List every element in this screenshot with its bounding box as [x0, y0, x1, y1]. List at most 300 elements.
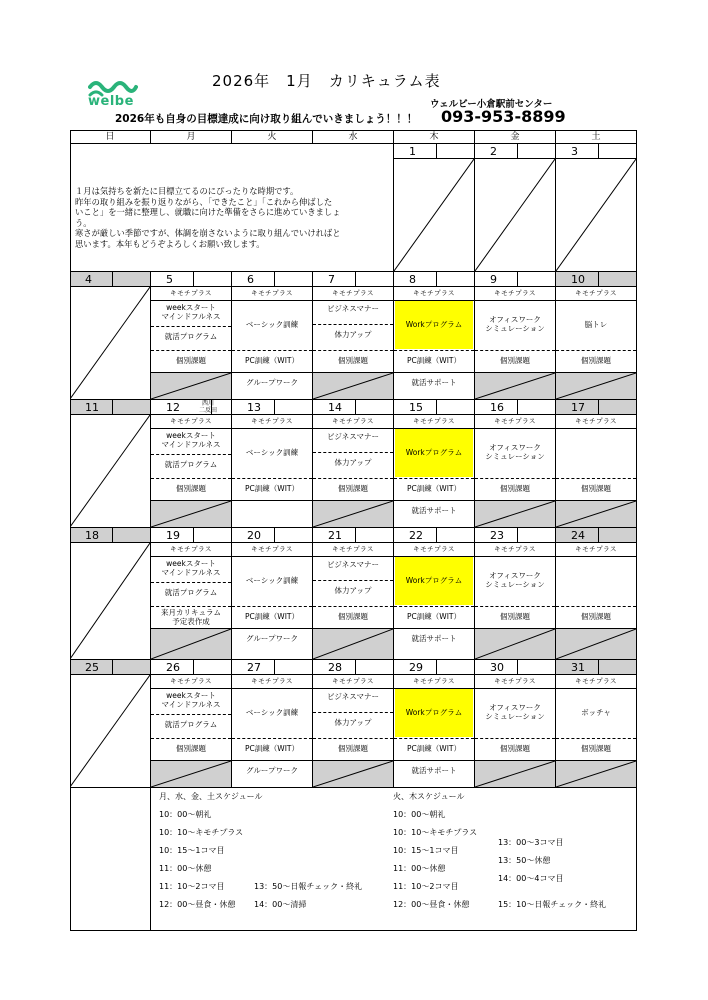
date-divider [112, 400, 113, 415]
date-divider [598, 400, 599, 415]
day-cell [151, 400, 232, 528]
schedule-item: 11：00～休憩 [159, 864, 212, 873]
date-number: 19 [166, 529, 180, 542]
divider [475, 738, 555, 739]
date-bar [556, 660, 636, 675]
date-divider [193, 528, 194, 543]
slot-individual-task: 個別課題 [500, 612, 530, 621]
date-number: 17 [571, 401, 585, 414]
diagonal-line [151, 501, 231, 527]
slot-office-work: オフィスワーク [489, 703, 541, 712]
slot-pc-training: PC訓練（WIT） [407, 744, 461, 753]
slot-kimochi-plus: キモチプラス [575, 289, 617, 297]
slot-group-work: グループワーク [246, 378, 298, 387]
day-cell [232, 400, 313, 528]
divider [394, 628, 474, 629]
day-cell [556, 528, 637, 660]
day-cell [232, 272, 313, 400]
slot-office-work: オフィスワーク [489, 315, 541, 324]
divider [394, 738, 474, 739]
divider [232, 738, 312, 739]
slot-kimochi-plus: キモチプラス [251, 545, 293, 553]
phone-number: 093-953-8899 [441, 107, 566, 126]
date-bar [556, 272, 636, 287]
slot-business-manner: ビジネスマナー [326, 432, 380, 441]
slot-pc-training: PC訓練（WIT） [245, 356, 299, 365]
divider [556, 300, 636, 301]
date-number: 21 [328, 529, 342, 542]
slot-individual-task: 個別課題 [500, 356, 530, 365]
date-divider [274, 272, 275, 287]
slot-week-start: weekスタート [166, 431, 216, 440]
day-cell [556, 400, 637, 528]
slot-individual-task: 個別課題 [500, 744, 530, 753]
divider [475, 300, 555, 301]
divider [313, 478, 393, 479]
date-divider [274, 660, 275, 675]
gray-block [313, 761, 393, 787]
divider [151, 454, 231, 455]
divider [556, 556, 636, 557]
schedule-area [70, 788, 637, 931]
slot-individual-task: 個別課題 [581, 612, 611, 621]
calendar [70, 130, 637, 931]
slot-pc-training: PC訓練（WIT） [407, 356, 461, 365]
gray-block [475, 373, 555, 399]
date-number: 9 [490, 273, 497, 286]
date-divider [112, 272, 113, 287]
date-bar [394, 400, 474, 415]
date-divider [355, 528, 356, 543]
date-divider [436, 660, 437, 675]
page-title: 2026年 1月 カリキュラム表 [212, 72, 441, 90]
day-cell [475, 660, 556, 788]
slot-individual-task: 個別課題 [581, 744, 611, 753]
divider [151, 326, 231, 327]
date-bar [475, 400, 555, 415]
divider [313, 688, 393, 689]
divider [232, 760, 312, 761]
slot-simulation: シミュレーション [485, 712, 545, 721]
date-bar [70, 660, 150, 675]
schedule-item: 11：10～2コマ目 [393, 882, 459, 891]
gray-block [475, 629, 555, 659]
diagonal-line [313, 501, 393, 527]
schedule-item: 14：00～4コマ目 [498, 874, 564, 883]
intro-line: う。 [75, 217, 92, 228]
date-number: 15 [409, 401, 423, 414]
divider [556, 478, 636, 479]
divider [232, 350, 312, 351]
slot-kimochi-plus: キモチプラス [170, 677, 212, 685]
divider [475, 556, 555, 557]
date-divider [517, 144, 518, 159]
schedule-item: 10：15～1コマ目 [159, 846, 225, 855]
date-number: 20 [247, 529, 261, 542]
diagonal-line [475, 373, 555, 399]
schedule-item: 12：00～昼食・休憩 [393, 900, 470, 909]
diagonal-line [70, 287, 150, 399]
slot-mindfulness: マインドフルネス [161, 700, 221, 709]
day-note [199, 400, 217, 414]
divider [313, 428, 393, 429]
day-cell [313, 272, 394, 400]
date-number: 11 [85, 401, 99, 414]
diagonal-line [475, 629, 555, 659]
slot-kimochi-plus: キモチプラス [575, 677, 617, 685]
date-divider [355, 272, 356, 287]
date-divider [193, 272, 194, 287]
slot-individual-task: 個別課題 [176, 356, 206, 365]
divider [313, 606, 393, 607]
slot-mindfulness: マインドフルネス [161, 440, 221, 449]
day-cell [151, 272, 232, 400]
date-divider [193, 660, 194, 675]
day-cell [313, 528, 394, 660]
date-bar [475, 528, 555, 543]
intro-line: 寒さが厳しい季節ですが、体調を崩さないように取り組んでいければと [75, 228, 341, 238]
schedule-left-margin [70, 788, 151, 931]
slot-kimochi-plus: キモチプラス [170, 289, 212, 297]
diagonal-line [475, 761, 555, 787]
slot-work-program: Workプログラム [405, 576, 463, 585]
slot-simulation: シミュレーション [485, 324, 545, 333]
date-divider [274, 400, 275, 415]
date-bar [556, 144, 636, 159]
slot-kimochi-plus: キモチプラス [251, 417, 293, 425]
date-number: 22 [409, 529, 423, 542]
date-bar [313, 272, 393, 287]
divider [151, 478, 231, 479]
slot-kimochi-plus: キモチプラス [332, 417, 374, 425]
divider [313, 350, 393, 351]
day-cell [475, 144, 556, 272]
weekday-header: 木 [394, 130, 475, 144]
date-number: 8 [409, 273, 416, 286]
slot-physical-training: 体力アップ [334, 586, 372, 595]
date-number: 30 [490, 661, 504, 674]
slot-shukatsu-program: 就活プログラム [164, 332, 218, 341]
tagline: 2026年も自身の目標達成に向け取り組んでいきましょう！！！ [115, 113, 418, 125]
diagonal-line [70, 675, 150, 787]
date-divider [112, 660, 113, 675]
intro-line: 昨年の取り組みを振り返りながら、「できたこと」「これから伸ばした [75, 196, 333, 207]
day-cell [556, 144, 637, 272]
diagonal-area [475, 159, 555, 271]
slot-next-month: 来月カリキュラム [161, 608, 221, 617]
date-divider [598, 272, 599, 287]
diagonal-line [556, 373, 636, 399]
diagonal-line [394, 159, 474, 271]
diagonal-area [70, 287, 150, 399]
date-bar [151, 528, 231, 543]
slot-individual-task: 個別課題 [338, 612, 368, 621]
day-cell [70, 272, 151, 400]
slot-kimochi-plus: キモチプラス [494, 677, 536, 685]
weekday-header: 土 [556, 130, 637, 144]
gray-block [313, 501, 393, 527]
day-cell [70, 528, 151, 660]
diagonal-line [556, 629, 636, 659]
divider [232, 500, 312, 501]
divider [475, 606, 555, 607]
diagonal-line [70, 415, 150, 527]
divider [475, 688, 555, 689]
divider [313, 452, 393, 453]
day-cell [394, 144, 475, 272]
schedule-item: 15：10～日報チェック・終礼 [498, 900, 607, 909]
schedule-item: 13：50～日報チェック・終礼 [254, 882, 363, 891]
diagonal-area [70, 415, 150, 527]
gray-block [151, 373, 231, 399]
divider [394, 372, 474, 373]
divider [556, 606, 636, 607]
divider [313, 300, 393, 301]
date-divider [598, 528, 599, 543]
diagonal-line [556, 501, 636, 527]
diagonal-line [70, 543, 150, 659]
schedule-item: 11：10～2コマ目 [159, 882, 225, 891]
date-divider [436, 400, 437, 415]
date-divider [598, 660, 599, 675]
divider [475, 428, 555, 429]
day-cell [394, 660, 475, 788]
date-number: 31 [571, 661, 585, 674]
slot-pc-training: PC訓練（WIT） [245, 484, 299, 493]
date-bar [556, 400, 636, 415]
day-cell [556, 272, 637, 400]
diagonal-line [151, 629, 231, 659]
date-number: 25 [85, 661, 99, 674]
slot-physical-training: 体力アップ [334, 330, 372, 339]
weekday-header: 火 [232, 130, 313, 144]
diagonal-line [313, 629, 393, 659]
date-bar [151, 660, 231, 675]
slot-kimochi-plus: キモチプラス [332, 545, 374, 553]
diagonal-line [151, 761, 231, 787]
divider [232, 556, 312, 557]
schedule-item: 13：00～3コマ目 [498, 838, 564, 847]
divider [475, 350, 555, 351]
gray-block [475, 761, 555, 787]
divider [556, 428, 636, 429]
date-number: 23 [490, 529, 504, 542]
gray-block [151, 629, 231, 659]
divider [313, 580, 393, 581]
day-cell [232, 660, 313, 788]
slot-kimochi-plus: キモチプラス [170, 417, 212, 425]
date-number: 5 [166, 273, 173, 286]
date-divider [436, 272, 437, 287]
slot-individual-task: 個別課題 [338, 484, 368, 493]
slot-schedule-making: 予定表作成 [172, 617, 210, 626]
slot-kimochi-plus: キモチプラス [494, 289, 536, 297]
divider [151, 582, 231, 583]
weekday-header: 日 [70, 130, 151, 144]
slot-work-program: Workプログラム [405, 448, 463, 457]
weekday-header: 月 [151, 130, 232, 144]
gray-block [556, 761, 636, 787]
intro-cell [70, 144, 394, 272]
slot-kimochi-plus: キモチプラス [494, 417, 536, 425]
date-bar [313, 660, 393, 675]
date-number: 1 [409, 145, 416, 158]
schedule-item: 12：00～昼食・休憩 [159, 900, 236, 909]
intro-line: 思います。本年もどうぞよろしくお願い致します。 [75, 238, 265, 249]
diagonal-line [475, 501, 555, 527]
slot-individual-task: 個別課題 [581, 356, 611, 365]
slot-saturday-program: 脳トレ [584, 320, 608, 329]
divider [151, 606, 231, 607]
slot-individual-task: 個別課題 [338, 744, 368, 753]
intro-text [75, 186, 391, 249]
schedule-item: 13：50～休憩 [498, 856, 551, 865]
slot-business-manner: ビジネスマナー [326, 692, 380, 701]
slot-job-support: 就活サポート [411, 766, 457, 775]
schedule-item: 10：10～キモチプラス [159, 828, 244, 837]
slot-kimochi-plus: キモチプラス [251, 677, 293, 685]
slot-job-support: 就活サポート [411, 378, 457, 387]
slot-work-program: Workプログラム [405, 320, 463, 329]
date-number: 6 [247, 273, 254, 286]
date-divider [517, 272, 518, 287]
divider [313, 712, 393, 713]
date-bar [232, 272, 312, 287]
gray-block [556, 629, 636, 659]
date-bar [394, 144, 474, 159]
slot-physical-training: 体力アップ [334, 458, 372, 467]
slot-shukatsu-program: 就活プログラム [164, 588, 218, 597]
divider [232, 300, 312, 301]
divider [556, 688, 636, 689]
day-cell [556, 660, 637, 788]
gray-block [313, 373, 393, 399]
intro-line: いこと」を一緒に整理し、就職に向けた準備をさらに進めていきましょ [75, 207, 341, 217]
day-note-line: 二反田 [199, 407, 218, 414]
divider [232, 478, 312, 479]
slot-business-manner: ビジネスマナー [326, 304, 380, 313]
slot-kimochi-plus: キモチプラス [332, 289, 374, 297]
date-bar [394, 272, 474, 287]
divider [556, 350, 636, 351]
day-cell [70, 400, 151, 528]
date-bar [232, 528, 312, 543]
slot-basic-training: ベーシック訓練 [245, 708, 299, 717]
slot-kimochi-plus: キモチプラス [332, 677, 374, 685]
date-number: 3 [571, 145, 578, 158]
date-number: 13 [247, 401, 261, 414]
date-bar [313, 400, 393, 415]
date-bar [394, 660, 474, 675]
date-number: 2 [490, 145, 497, 158]
divider [556, 738, 636, 739]
date-bar [475, 660, 555, 675]
divider [232, 628, 312, 629]
schedule-item: 10：15～1コマ目 [393, 846, 459, 855]
weekday-header: 金 [475, 130, 556, 144]
gray-block [556, 373, 636, 399]
date-number: 18 [85, 529, 99, 542]
schedule-item: 14：00～清掃 [254, 900, 307, 909]
day-cell [475, 528, 556, 660]
date-number: 26 [166, 661, 180, 674]
slot-mindfulness: マインドフルネス [161, 312, 221, 321]
slot-kimochi-plus: キモチプラス [575, 417, 617, 425]
slot-individual-task: 個別課題 [500, 484, 530, 493]
diagonal-line [475, 159, 555, 271]
slot-week-start: weekスタート [166, 559, 216, 568]
divider [394, 606, 474, 607]
date-divider [355, 400, 356, 415]
slot-pc-training: PC訓練（WIT） [407, 484, 461, 493]
date-divider [436, 528, 437, 543]
day-cell [151, 660, 232, 788]
day-note-line: 西川 [202, 400, 215, 407]
diagonal-area [70, 675, 150, 787]
slot-saturday-program: ボッチャ [581, 708, 611, 717]
date-divider [112, 528, 113, 543]
divider [151, 556, 231, 557]
diagonal-line [313, 761, 393, 787]
diagonal-line [313, 373, 393, 399]
day-cell [475, 272, 556, 400]
date-divider [598, 144, 599, 159]
slot-kimochi-plus: キモチプラス [170, 545, 212, 553]
date-bar [70, 400, 150, 415]
slot-job-support: 就活サポート [411, 634, 457, 643]
divider [394, 478, 474, 479]
day-cell [313, 400, 394, 528]
date-bar [475, 272, 555, 287]
divider [151, 688, 231, 689]
slot-mindfulness: マインドフルネス [161, 568, 221, 577]
schedule-title-tt: 火、木スケジュール [393, 792, 465, 801]
slot-pc-training: PC訓練（WIT） [407, 612, 461, 621]
day-cell [394, 528, 475, 660]
date-number: 7 [328, 273, 335, 286]
date-bar [151, 400, 231, 415]
schedule-item: 10：10～キモチプラス [393, 828, 478, 837]
divider [151, 350, 231, 351]
date-number: 29 [409, 661, 423, 674]
gray-block [313, 629, 393, 659]
slot-basic-training: ベーシック訓練 [245, 320, 299, 329]
slot-kimochi-plus: キモチプラス [413, 289, 455, 297]
slot-business-manner: ビジネスマナー [326, 560, 380, 569]
date-divider [274, 528, 275, 543]
slot-physical-training: 体力アップ [334, 718, 372, 727]
date-divider [517, 400, 518, 415]
day-cell [70, 660, 151, 788]
day-cell [475, 400, 556, 528]
date-bar [70, 528, 150, 543]
diagonal-line [556, 159, 636, 271]
divider [232, 688, 312, 689]
date-number: 28 [328, 661, 342, 674]
date-divider [517, 660, 518, 675]
divider [394, 760, 474, 761]
slot-basic-training: ベーシック訓練 [245, 448, 299, 457]
date-number: 14 [328, 401, 342, 414]
slot-basic-training: ベーシック訓練 [245, 576, 299, 585]
intro-line: １月は気持ちを新たに目標立てるのにぴったりな時期です。 [75, 186, 299, 196]
divider [151, 714, 231, 715]
gray-block [151, 501, 231, 527]
slot-shukatsu-program: 就活プログラム [164, 720, 218, 729]
slot-simulation: シミュレーション [485, 452, 545, 461]
schedule-item: 10：00～朝礼 [159, 810, 212, 819]
divider [151, 428, 231, 429]
